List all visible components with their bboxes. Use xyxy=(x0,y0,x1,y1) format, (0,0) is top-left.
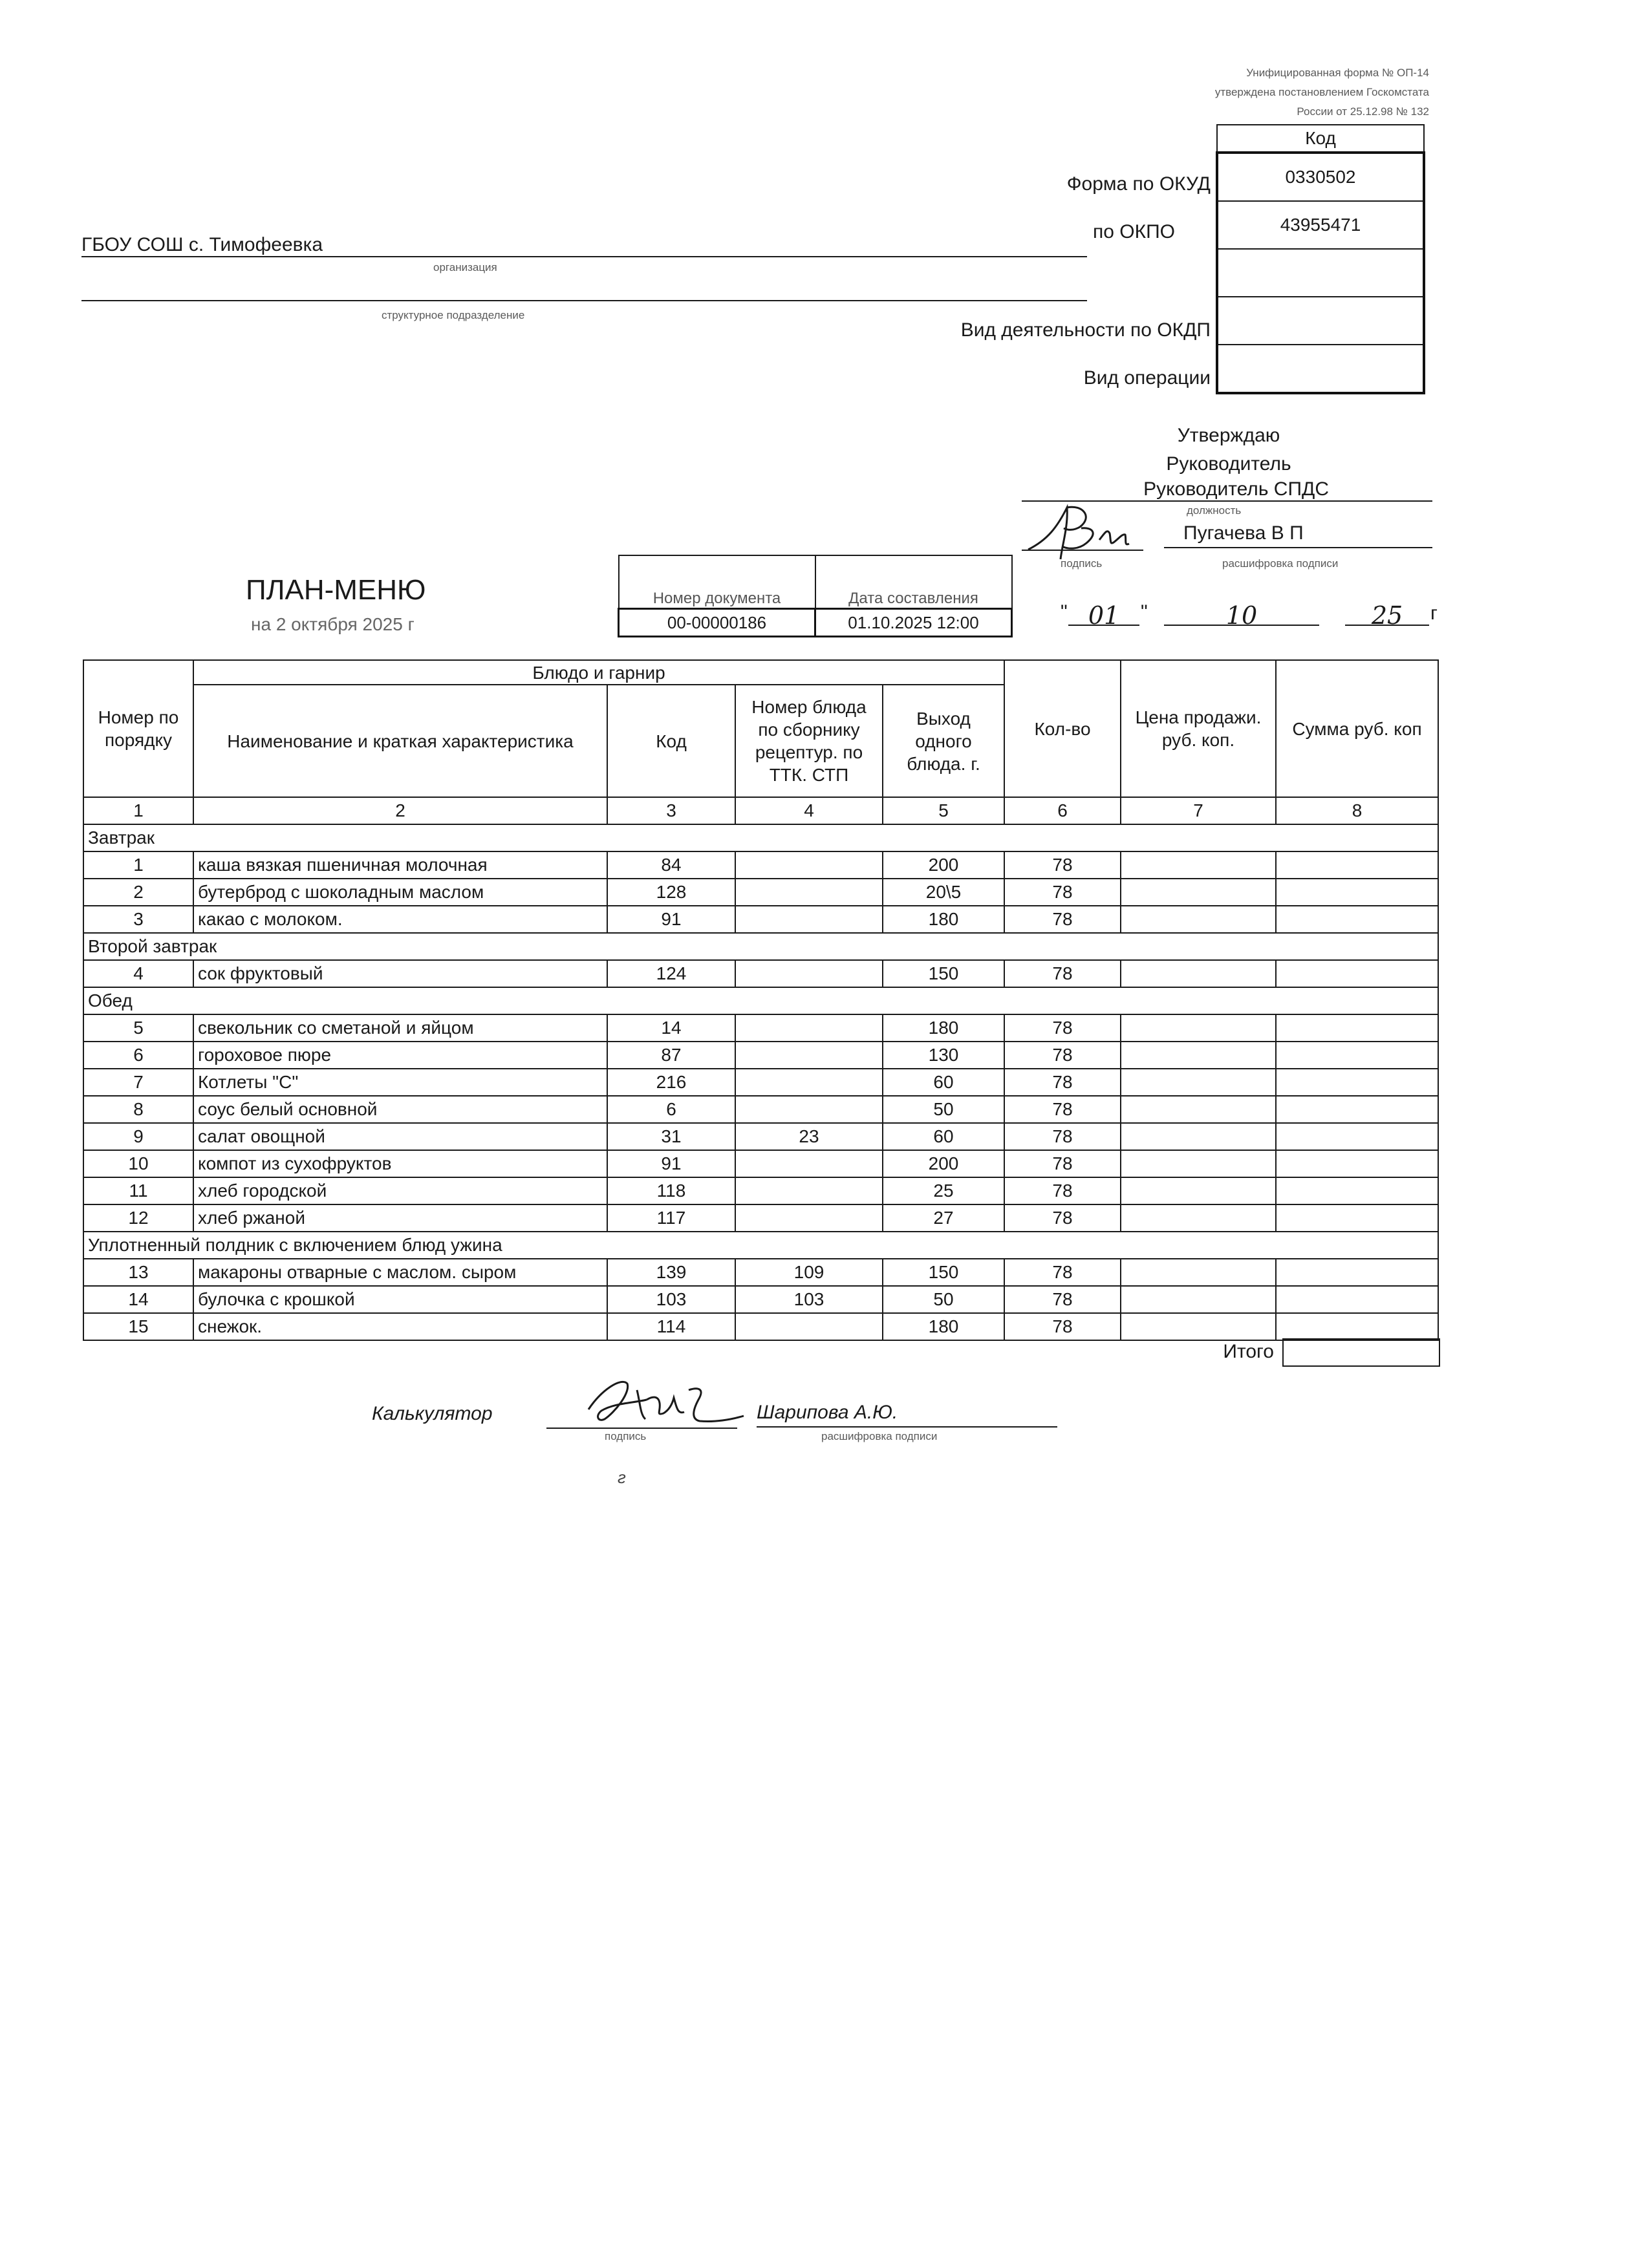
dish-recipe-number xyxy=(735,1014,883,1042)
dish-recipe-number xyxy=(735,1042,883,1069)
okdp-label: Вид деятельности по ОКДП xyxy=(960,319,1211,341)
doc-date-header: Дата составления xyxy=(815,555,1012,609)
dish-price xyxy=(1121,1313,1276,1340)
dish-recipe-number: 23 xyxy=(735,1123,883,1150)
dish-name: булочка с крошкой xyxy=(193,1286,607,1313)
dish-name: хлеб городской xyxy=(193,1177,607,1204)
dish-name: компот из сухофруктов xyxy=(193,1150,607,1177)
dish-yield: 20\5 xyxy=(883,879,1004,906)
dish-name: макароны отварные с маслом. сыром xyxy=(193,1259,607,1286)
table-row xyxy=(83,1150,1438,1177)
column-number-7: 7 xyxy=(1121,797,1276,824)
dish-code: 14 xyxy=(607,1014,735,1042)
section-title: Второй завтрак xyxy=(83,933,1438,960)
dish-name: бутерброд с шоколадным маслом xyxy=(193,879,607,906)
approval-month: 10 xyxy=(1164,601,1319,626)
calculator-sign-caption: подпись xyxy=(605,1430,647,1442)
approval-year: 25 xyxy=(1345,601,1429,626)
approval-date: " 01 " 10 25 г xyxy=(1061,601,1438,630)
header-recipe: Номер блюда по сборнику рецептур. по ТТК. СТП xyxy=(735,685,883,797)
dish-name: Котлеты "С" xyxy=(193,1069,607,1096)
dish-name: салат овощной xyxy=(193,1123,607,1150)
dish-sum xyxy=(1276,1177,1438,1204)
calculator-name: Шарипова А.Ю. xyxy=(757,1402,898,1423)
dish-yield: 200 xyxy=(883,851,1004,879)
dish-quantity: 78 xyxy=(1004,1286,1121,1313)
table-row xyxy=(83,1042,1438,1069)
dish-recipe-number xyxy=(735,879,883,906)
column-number-3: 3 xyxy=(607,797,735,824)
dish-price xyxy=(1121,879,1276,906)
dish-recipe-number xyxy=(735,906,883,933)
dish-recipe-number xyxy=(735,1096,883,1123)
table-row xyxy=(83,1204,1438,1232)
dish-quantity: 78 xyxy=(1004,1259,1121,1286)
dish-yield: 180 xyxy=(883,906,1004,933)
dish-quantity: 78 xyxy=(1004,1177,1121,1204)
row-number: 11 xyxy=(83,1177,193,1204)
approval-day: 01 xyxy=(1068,601,1139,626)
department-caption: структурное подразделение xyxy=(382,309,525,321)
operation-label: Вид операции xyxy=(1083,367,1211,389)
dish-sum xyxy=(1276,1286,1438,1313)
dish-yield: 180 xyxy=(883,1313,1004,1340)
dish-name: хлеб ржаной xyxy=(193,1204,607,1232)
dish-quantity: 78 xyxy=(1004,1204,1121,1232)
dish-sum xyxy=(1276,1069,1438,1096)
column-number-5: 5 xyxy=(883,797,1004,824)
dish-recipe-number: 103 xyxy=(735,1286,883,1313)
header-code: Код xyxy=(607,685,735,797)
name-caption: расшифровка подписи xyxy=(1222,557,1339,570)
table-row xyxy=(83,1177,1438,1204)
row-number: 13 xyxy=(83,1259,193,1286)
total-label: Итого xyxy=(1223,1341,1274,1362)
dish-quantity: 78 xyxy=(1004,960,1121,987)
dish-price xyxy=(1121,1042,1276,1069)
dish-yield: 27 xyxy=(883,1204,1004,1232)
row-number: 7 xyxy=(83,1069,193,1096)
header-price: Цена продажи. руб. коп. xyxy=(1121,660,1276,797)
operation-value xyxy=(1217,345,1424,393)
column-number-6: 6 xyxy=(1004,797,1121,824)
dish-yield: 150 xyxy=(883,960,1004,987)
department-line xyxy=(81,299,1087,301)
dish-price xyxy=(1121,1177,1276,1204)
dish-price xyxy=(1121,1123,1276,1150)
dish-yield: 130 xyxy=(883,1042,1004,1069)
dish-quantity: 78 xyxy=(1004,1069,1121,1096)
calculator-name-caption: расшифровка подписи xyxy=(821,1430,938,1442)
dish-code: 91 xyxy=(607,906,735,933)
table-row xyxy=(83,1313,1438,1340)
calculator-name-line xyxy=(757,1402,1057,1428)
director-signature xyxy=(1022,488,1216,566)
dish-code: 128 xyxy=(607,879,735,906)
header-qty: Кол-во xyxy=(1004,660,1121,797)
dish-code: 118 xyxy=(607,1177,735,1204)
dish-price xyxy=(1121,1286,1276,1313)
dish-code: 87 xyxy=(607,1042,735,1069)
section-row xyxy=(83,987,1438,1014)
table-row xyxy=(83,1259,1438,1286)
dish-quantity: 78 xyxy=(1004,1014,1121,1042)
calculator-label: Калькулятор xyxy=(372,1403,493,1424)
column-number-4: 4 xyxy=(735,797,883,824)
dish-recipe-number xyxy=(735,1313,883,1340)
dish-recipe-number xyxy=(735,1069,883,1096)
dish-code: 216 xyxy=(607,1069,735,1096)
row-number: 3 xyxy=(83,906,193,933)
header-yield: Выход одного блюда. г. xyxy=(883,685,1004,797)
table-row xyxy=(83,1096,1438,1123)
approval-block xyxy=(1099,422,1358,478)
calculator-mark: г xyxy=(618,1468,626,1487)
code-table xyxy=(1216,124,1425,394)
row-number: 5 xyxy=(83,1014,193,1042)
column-number-1: 1 xyxy=(83,797,193,824)
dish-quantity: 78 xyxy=(1004,879,1121,906)
okud-label: Форма по ОКУД xyxy=(1066,173,1211,195)
dish-quantity: 78 xyxy=(1004,906,1121,933)
dish-code: 117 xyxy=(607,1204,735,1232)
dish-price xyxy=(1121,1150,1276,1177)
page-title: ПЛАН-МЕНЮ xyxy=(246,574,426,606)
section-title: Уплотненный полдник с включением блюд ужина xyxy=(83,1232,1438,1259)
dish-price xyxy=(1121,1014,1276,1042)
doc-number: 00-00000186 xyxy=(619,609,815,637)
row-number: 8 xyxy=(83,1096,193,1123)
dish-yield: 60 xyxy=(883,1123,1004,1150)
table-row xyxy=(83,851,1438,879)
row-number: 12 xyxy=(83,1204,193,1232)
dish-sum xyxy=(1276,1096,1438,1123)
dish-price xyxy=(1121,906,1276,933)
dish-yield: 50 xyxy=(883,1096,1004,1123)
position-caption: должность xyxy=(1187,504,1242,517)
doc-date: 01.10.2025 12:00 xyxy=(815,609,1012,637)
form-note-line3: России от 25.12.98 № 132 xyxy=(1297,105,1429,118)
year-suffix: г xyxy=(1430,603,1438,624)
header-order: Номер по порядку xyxy=(83,660,193,797)
dish-code: 91 xyxy=(607,1150,735,1177)
dish-quantity: 78 xyxy=(1004,1123,1121,1150)
dish-sum xyxy=(1276,960,1438,987)
menu-table xyxy=(83,659,1439,1341)
doc-number-header: Номер документа xyxy=(619,555,815,609)
organization-name: ГБОУ СОШ с. Тимофеевка xyxy=(81,234,323,255)
dish-code: 139 xyxy=(607,1259,735,1286)
column-number-8: 8 xyxy=(1276,797,1438,824)
okpo-value: 43955471 xyxy=(1217,201,1424,249)
dish-price xyxy=(1121,1069,1276,1096)
dish-sum xyxy=(1276,1150,1438,1177)
row-number: 6 xyxy=(83,1042,193,1069)
dish-code: 31 xyxy=(607,1123,735,1150)
dish-code: 103 xyxy=(607,1286,735,1313)
section-title: Завтрак xyxy=(83,824,1438,851)
organization-caption: организация xyxy=(433,261,497,273)
row-number: 4 xyxy=(83,960,193,987)
dish-sum xyxy=(1276,1259,1438,1286)
approval-name: Пугачева В П xyxy=(1183,522,1304,544)
form-note xyxy=(1158,63,1429,122)
extra-code-cell xyxy=(1217,249,1424,297)
okdp-value xyxy=(1217,297,1424,345)
dish-price xyxy=(1121,1204,1276,1232)
dish-quantity: 78 xyxy=(1004,1096,1121,1123)
dish-yield: 50 xyxy=(883,1286,1004,1313)
dish-yield: 150 xyxy=(883,1259,1004,1286)
dish-price xyxy=(1121,1259,1276,1286)
dish-quantity: 78 xyxy=(1004,1313,1121,1340)
row-number: 9 xyxy=(83,1123,193,1150)
section-row xyxy=(83,824,1438,851)
dish-name: свекольник со сметаной и яйцом xyxy=(193,1014,607,1042)
table-row xyxy=(83,1286,1438,1313)
okpo-label: по ОКПО xyxy=(1093,221,1175,242)
dish-recipe-number: 109 xyxy=(735,1259,883,1286)
dish-quantity: 78 xyxy=(1004,1150,1121,1177)
dish-sum xyxy=(1276,1123,1438,1150)
table-row xyxy=(83,960,1438,987)
approval-line1: Утверждаю xyxy=(1177,425,1280,446)
document-number-table xyxy=(618,555,1013,637)
dish-name: снежок. xyxy=(193,1313,607,1340)
column-number-2: 2 xyxy=(193,797,607,824)
table-row xyxy=(83,1069,1438,1096)
section-title: Обед xyxy=(83,987,1438,1014)
dish-recipe-number xyxy=(735,1204,883,1232)
dish-code: 114 xyxy=(607,1313,735,1340)
dish-quantity: 78 xyxy=(1004,1042,1121,1069)
row-number: 15 xyxy=(83,1313,193,1340)
dish-name: гороховое пюре xyxy=(193,1042,607,1069)
header-dish-group: Блюдо и гарнир xyxy=(193,660,1004,685)
table-row xyxy=(83,906,1438,933)
okud-value: 0330502 xyxy=(1217,153,1424,201)
dish-sum xyxy=(1276,1313,1438,1340)
calculator-signature xyxy=(576,1364,770,1435)
dish-name: какао с молоком. xyxy=(193,906,607,933)
form-note-line2: утверждена постановлением Госкомстата xyxy=(1214,86,1429,98)
dish-name: сок фруктовый xyxy=(193,960,607,987)
dish-code: 124 xyxy=(607,960,735,987)
table-row xyxy=(83,1014,1438,1042)
sign-caption: подпись xyxy=(1061,557,1103,570)
section-row xyxy=(83,1232,1438,1259)
dish-sum xyxy=(1276,851,1438,879)
header-sum: Сумма руб. коп xyxy=(1276,660,1438,797)
dish-sum xyxy=(1276,1042,1438,1069)
dish-yield: 180 xyxy=(883,1014,1004,1042)
row-number: 10 xyxy=(83,1150,193,1177)
table-row xyxy=(83,1123,1438,1150)
section-row xyxy=(83,933,1438,960)
dish-code: 6 xyxy=(607,1096,735,1123)
dish-sum xyxy=(1276,879,1438,906)
column-numbers-row xyxy=(83,797,1438,824)
dish-price xyxy=(1121,960,1276,987)
dish-quantity: 78 xyxy=(1004,851,1121,879)
dish-price xyxy=(1121,851,1276,879)
dish-price xyxy=(1121,1096,1276,1123)
dish-recipe-number xyxy=(735,960,883,987)
dish-yield: 25 xyxy=(883,1177,1004,1204)
dish-recipe-number xyxy=(735,851,883,879)
row-number: 1 xyxy=(83,851,193,879)
dish-sum xyxy=(1276,906,1438,933)
code-header: Код xyxy=(1217,125,1424,153)
dish-code: 84 xyxy=(607,851,735,879)
total-value xyxy=(1282,1338,1440,1367)
dish-recipe-number xyxy=(735,1150,883,1177)
approval-position: Руководитель СПДС xyxy=(1143,478,1329,500)
dish-sum xyxy=(1276,1014,1438,1042)
row-number: 2 xyxy=(83,879,193,906)
page-subtitle: на 2 октября 2025 г xyxy=(251,614,415,634)
approval-line2: Руководитель xyxy=(1166,453,1291,475)
dish-sum xyxy=(1276,1204,1438,1232)
form-note-line1: Унифицированная форма № ОП-14 xyxy=(1246,67,1429,79)
dish-yield: 200 xyxy=(883,1150,1004,1177)
dish-name: соус белый основной xyxy=(193,1096,607,1123)
organization-line xyxy=(81,234,1087,257)
row-number: 14 xyxy=(83,1286,193,1313)
dish-yield: 60 xyxy=(883,1069,1004,1096)
header-name: Наименование и краткая характеристика xyxy=(193,685,607,797)
dish-recipe-number xyxy=(735,1177,883,1204)
table-row xyxy=(83,879,1438,906)
dish-name: каша вязкая пшеничная молочная xyxy=(193,851,607,879)
